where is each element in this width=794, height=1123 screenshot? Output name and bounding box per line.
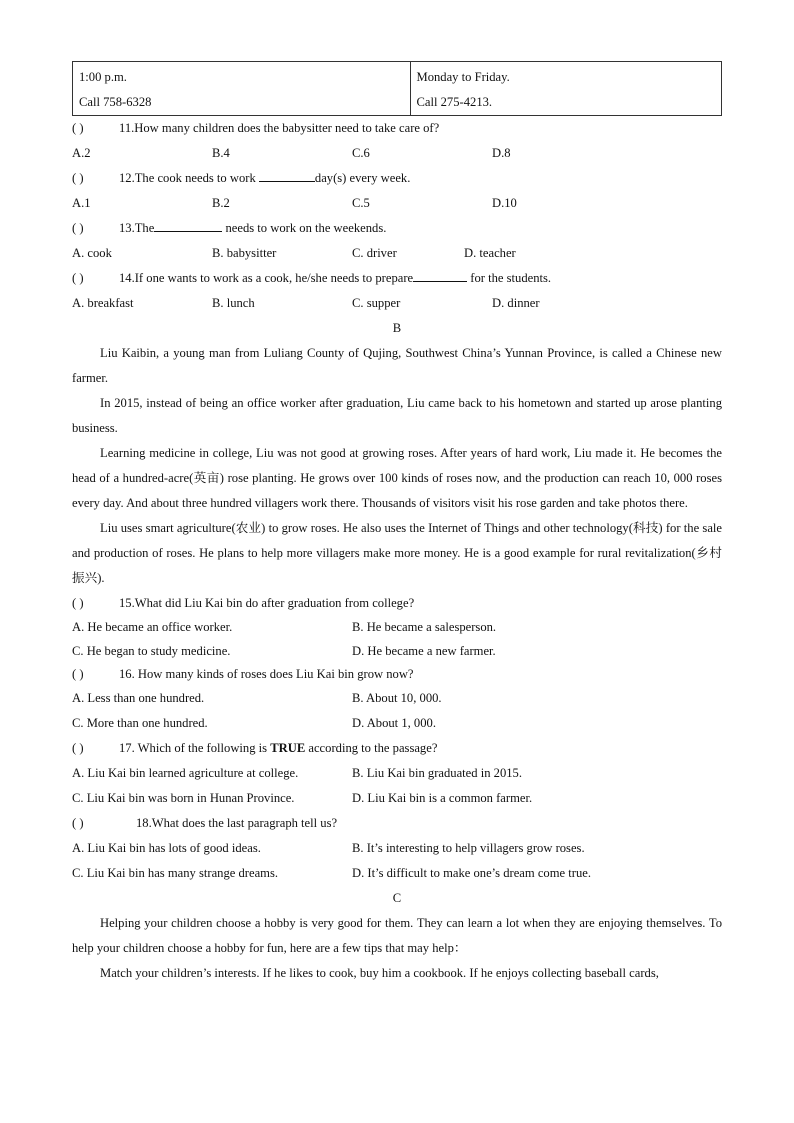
exam-page bbox=[72, 61, 722, 986]
option-c: C. Liu Kai bin has many strange dreams. bbox=[72, 866, 279, 880]
passage-b-paragraph-4: Liu uses smart agriculture(农业) to grow roses. He also uses the Internet of Things and other technology(科技) for the sale and production of roses. He plans to help more villagers make more money. He is a good example for rural revitalization(乡村振兴). bbox=[72, 521, 722, 585]
table-row bbox=[73, 62, 722, 116]
options-16-cd bbox=[72, 711, 722, 736]
answer-paren: ( ) bbox=[72, 221, 84, 235]
section-heading-b: B bbox=[392, 321, 402, 335]
option-a: A. Liu Kai bin learned agriculture at college. bbox=[72, 766, 299, 780]
question-text: 16. How many kinds of roses does Liu Kai bin grow now? bbox=[119, 667, 414, 681]
question-15 bbox=[72, 591, 722, 615]
emphasis-true: TRUE bbox=[270, 741, 306, 755]
option-c: C. Liu Kai bin was born in Hunan Province. bbox=[72, 791, 295, 805]
option-d: D. dinner bbox=[492, 296, 540, 310]
answer-paren: ( ) bbox=[72, 816, 84, 830]
option-c: C. More than one hundred. bbox=[72, 716, 208, 730]
option-b: B. Liu Kai bin graduated in 2015. bbox=[352, 766, 522, 780]
option-c: C. He began to study medicine. bbox=[72, 644, 231, 658]
section-heading-c: C bbox=[392, 891, 402, 905]
question-13 bbox=[72, 216, 722, 241]
passage-b-paragraph-3: Learning medicine in college, Liu was not good at growing roses. After years of hard work, Liu made it. He becomes the head of a hundred-acre(英亩) rose planting. He grows over 100 kinds of roses now, and the production can reach 10, 000 roses every day. And about three hundred villagers work there. Thousands of visitors visit his rose garden and take photos there. bbox=[72, 446, 722, 510]
answer-paren: ( ) bbox=[72, 741, 84, 755]
passage-b-paragraph-2: In 2015, instead of being an office worker after graduation, Liu came back to his hometown and started up arose planting business. bbox=[72, 396, 722, 435]
question-text: 17. Which of the following is bbox=[119, 741, 268, 755]
question-17 bbox=[72, 736, 722, 761]
option-c: C.5 bbox=[352, 196, 370, 210]
option-c: C.6 bbox=[352, 146, 370, 160]
answer-paren: ( ) bbox=[72, 596, 84, 610]
option-a: A. Liu Kai bin has lots of good ideas. bbox=[72, 841, 261, 855]
options-12 bbox=[72, 191, 722, 216]
option-d: D. He became a new farmer. bbox=[352, 644, 496, 658]
passage-c-paragraph-1: Helping your children choose a hobby is very good for them. They can learn a lot when they are enjoying themselves. To help your children choose a hobby for fun, here are a few tips that may help： bbox=[72, 916, 722, 955]
question-text: 12.The cook needs to work bbox=[119, 171, 256, 185]
passage-b-paragraph-1: Liu Kaibin, a young man from Luliang County of Qujing, Southwest China’s Yunnan Province, is called a Chinese new farmer. bbox=[72, 346, 722, 385]
question-text: day(s) every week. bbox=[314, 171, 411, 185]
answer-paren: ( ) bbox=[72, 271, 84, 285]
option-b: B. About 10, 000. bbox=[352, 691, 442, 705]
option-a: A.2 bbox=[72, 146, 91, 160]
option-b: B. He became a salesperson. bbox=[352, 620, 497, 634]
answer-paren: ( ) bbox=[72, 121, 84, 135]
answer-blank[interactable] bbox=[259, 169, 315, 182]
option-b: B. lunch bbox=[212, 296, 255, 310]
options-17-cd bbox=[72, 786, 722, 811]
question-text: 11.How many children does the babysitter need to take care of? bbox=[119, 121, 440, 135]
answer-blank[interactable] bbox=[413, 269, 467, 282]
option-a: A.1 bbox=[72, 196, 91, 210]
option-b: B.2 bbox=[212, 196, 230, 210]
question-text: 13.The bbox=[119, 221, 155, 235]
options-15-cd bbox=[72, 639, 722, 663]
options-16 bbox=[72, 686, 722, 711]
options-18 bbox=[72, 836, 722, 861]
ads-table bbox=[72, 61, 722, 116]
option-c: C. driver bbox=[352, 246, 397, 260]
question-12 bbox=[72, 166, 722, 191]
options-11 bbox=[72, 141, 722, 166]
question-14 bbox=[72, 266, 722, 291]
options-13 bbox=[72, 241, 722, 266]
options-14 bbox=[72, 291, 722, 316]
cell-line: 1:00 p.m. bbox=[79, 70, 127, 84]
question-text: needs to work on the weekends. bbox=[225, 221, 387, 235]
option-a: A. breakfast bbox=[72, 296, 134, 310]
option-b: B. babysitter bbox=[212, 246, 277, 260]
table-cell-right bbox=[410, 62, 722, 116]
question-text: 18.What does the last paragraph tell us? bbox=[136, 816, 338, 830]
options-17 bbox=[72, 761, 722, 786]
passage-c-paragraph-2: Match your children’s interests. If he likes to cook, buy him a cookbook. If he enjoys collecting baseball cards, bbox=[100, 966, 659, 980]
option-d: D.8 bbox=[492, 146, 511, 160]
question-text: for the students. bbox=[470, 271, 552, 285]
option-b: B.4 bbox=[212, 146, 230, 160]
answer-paren: ( ) bbox=[72, 667, 84, 681]
option-a: A. Less than one hundred. bbox=[72, 691, 205, 705]
cell-line: Monday to Friday. bbox=[416, 70, 510, 84]
option-c: C. supper bbox=[352, 296, 401, 310]
question-text: according to the passage? bbox=[305, 741, 438, 755]
options-18-cd bbox=[72, 861, 722, 886]
option-d: D. It’s difficult to make one’s dream come true. bbox=[352, 866, 591, 880]
option-a: A. He became an office worker. bbox=[72, 620, 233, 634]
answer-blank[interactable] bbox=[154, 219, 222, 232]
question-11 bbox=[72, 116, 722, 141]
cell-line: Call 275-4213. bbox=[416, 95, 493, 109]
option-d: D. About 1, 000. bbox=[352, 716, 436, 730]
option-d: D. teacher bbox=[464, 246, 516, 260]
question-16 bbox=[72, 663, 722, 686]
option-a: A. cook bbox=[72, 246, 112, 260]
option-d: D. Liu Kai bin is a common farmer. bbox=[352, 791, 533, 805]
options-15 bbox=[72, 615, 722, 639]
option-b: B. It’s interesting to help villagers grow roses. bbox=[352, 841, 585, 855]
question-text: 15.What did Liu Kai bin do after graduation from college? bbox=[119, 596, 415, 610]
question-text: 14.If one wants to work as a cook, he/she needs to prepare bbox=[119, 271, 414, 285]
table-cell-left bbox=[73, 62, 411, 116]
cell-line: Call 758-6328 bbox=[79, 95, 152, 109]
option-d: D.10 bbox=[492, 196, 517, 210]
question-18 bbox=[72, 811, 722, 836]
answer-paren: ( ) bbox=[72, 171, 84, 185]
